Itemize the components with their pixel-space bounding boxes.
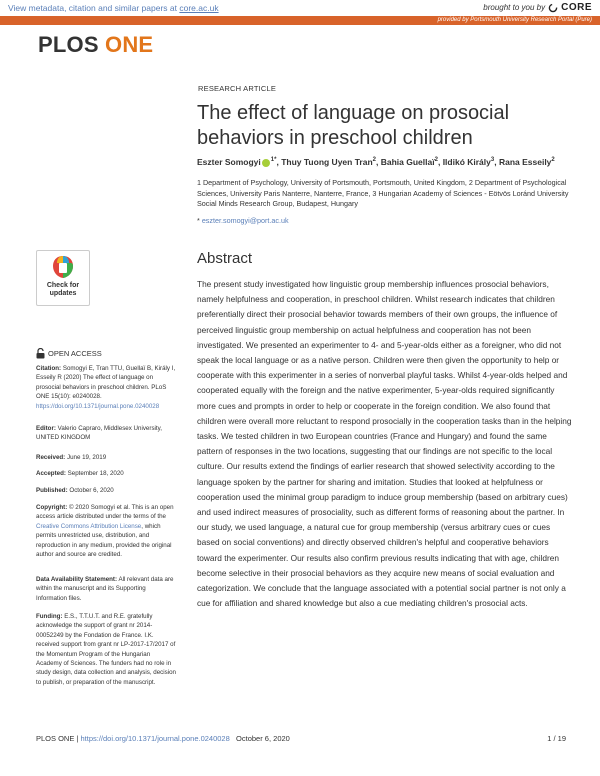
orcid-icon[interactable] (262, 159, 270, 167)
article-title: The effect of language on prosocial behaviors in preschool children (197, 102, 510, 149)
citation-doi-link[interactable]: https://doi.org/10.1371/journal.pone.0240028 (36, 402, 160, 410)
author-affil: 2 (551, 157, 555, 164)
received-label: Received: (36, 454, 66, 461)
open-access-badge (36, 348, 102, 359)
license-link[interactable]: Creative Commons Attribution License (36, 522, 142, 530)
core-metadata-link[interactable]: View metadata, citation and similar papers at core.ac.uk (8, 3, 219, 13)
core-brand-name: CORE (561, 2, 592, 13)
published-block (36, 486, 176, 495)
author-name[interactable]: Bahia Guellaï (380, 157, 435, 167)
editor-label: Editor: (36, 425, 56, 432)
affiliations: 1 Department of Psychology, University of Portsmouth, Portsmouth, United Kingdom, 2 Department of Psychological Sciences, University Paris Nanterre, Nanterre, France, 3 Hungarian Academy of Sciences - Eötvös Loránd University Social Minds Research Group, Budapest, Hungary (197, 178, 569, 208)
author-name[interactable]: Eszter Somogyi (197, 157, 261, 167)
core-logo-icon (548, 3, 558, 13)
received-date: June 19, 2019 (66, 454, 107, 461)
copyright-text-end: , which permits unrestricted use, distribution, and reproduction in any medium, provided the original author and source are credited. (36, 522, 172, 559)
core-brand (483, 2, 592, 13)
published-date: October 6, 2020 (69, 487, 114, 494)
editor-block (36, 424, 176, 443)
abstract-text: The present study investigated how linguistic group membership influences prosocial behaviors, namely helpfulness and cooperation, in preschool children. Whilst research indicates that children preferentially direct their prosocial behavior towards members of their own groups, the influence of perceived linguistic group membership on actual helpfulness and cooperation has not been investigated. We presented an experimenter to 4- and 5-year-olds either as a foreigner, who did not speak the local language or as a native person. Children were then given the opportunity to help or cooperate with this experimenter in a series of nonverbal playful tasks. Whilst 4-year-olds helped and cooperated equally with the foreign and the native experimenter, 5-year-olds required significantly more cues and prompts in order to help or cooperate in the foreign condition. We also found that children were overall more reluctant to respond prosocially in the cooperation tasks than in the helping tasks. We tested children in two European countries (France and Hungary) and found the same pattern of responses in the two locations, suggesting that our findings are not specific to the local culture. Our results extend the findings of earlier research that showed selectivity according to the language spoken by the partner for sharing and imitation. Studies that looked at helpfulness or cooperation used the minimal group paradigm to induce group membership (based on arbitrary cues) and used indirect measures of prosociality, such as different forms of reasoning about the partner. In our study, we used language, a natural cue for group membership (versus arbitrary cues or cues based on social conventions) and directly observed children's helpful and cooperative behaviors toward the experimenter. Our results also confirm previous results indicating that with age, children become selective in their prosocial behaviors as they acquire new means of social evaluation and categorization. We conclude that the language associated with a potential social partner is not only a cue for affiliation and shared knowledge but also a cue mediating children's prosocial acts. (197, 279, 572, 609)
article-type: RESEARCH ARTICLE (198, 84, 277, 93)
author-name[interactable]: Rana Esseily (498, 157, 552, 167)
check-for-updates-button[interactable] (36, 250, 90, 306)
author-affil: 1 (270, 157, 275, 164)
portal-text: provided by Portsmouth University Research Portal (Pure) (437, 17, 592, 23)
core-header (0, 0, 600, 16)
funding-block (36, 612, 176, 687)
author-affil: 2 (372, 157, 377, 164)
footer-doi-link[interactable]: https://doi.org/10.1371/journal.pone.0240028 (80, 734, 230, 743)
citation-block (36, 364, 176, 411)
author-affil: 3 (490, 157, 495, 164)
core-domain-link[interactable]: core.ac.uk (179, 3, 219, 13)
funding-text: E.S., T.T.U.T. and R.E. gratefully acknowledge the support of grant nr 2014-00052249 by the Fondation de France. I.K. received support from grant nr LP-2017-17/2017 of the Momentum Program of the Hungarian Academy of Sciences. The funders had no role in study design, data collection and analysis, decision to publish, or preparation of the manuscript. (36, 613, 176, 686)
copyright-label: Copyright: (36, 504, 68, 511)
abstract-heading: Abstract (197, 250, 253, 267)
brought-by-text: brought to you by (483, 3, 546, 12)
page-footer (36, 734, 566, 743)
footer-date: October 6, 2020 (236, 734, 290, 743)
funding-label: Funding: (36, 613, 63, 620)
citation-label: Citation: (36, 365, 62, 372)
check-updates-icon (51, 255, 75, 279)
accepted-date: September 18, 2020 (67, 470, 124, 477)
data-availability-label: Data Availability Statement: (36, 576, 118, 583)
received-block (36, 453, 176, 462)
footer-journal: PLOS ONE (36, 734, 75, 743)
email-link[interactable]: eszter.somogyi@port.ac.uk (201, 216, 289, 225)
journal-logo-plos: PLOS (38, 32, 99, 57)
portal-banner (0, 16, 600, 25)
corresponding-email (197, 216, 289, 225)
corresponding-star: * (274, 157, 277, 164)
editor-text: Valerio Capraro, Middlesex University, UNITED KINGDOM (36, 425, 162, 442)
open-lock-icon (36, 348, 45, 359)
email-star: * (197, 216, 200, 225)
author-list: Eszter Somogyi $^{1*}$, Thuy Tuong Uyen Tran$^2$, Bahia Guellaï$^2$, Ildikó Király$^3$, Rana Esseily$^2$ (197, 157, 555, 167)
check-updates-label: Check for updates (46, 282, 80, 297)
accepted-label: Accepted: (36, 470, 66, 477)
data-availability-block (36, 575, 176, 603)
published-label: Published: (36, 487, 68, 494)
author-affil: 2 (434, 157, 438, 164)
journal-logo[interactable] (38, 32, 153, 58)
author-name[interactable]: Ildikó Király (442, 157, 491, 167)
journal-logo-one: ONE (105, 32, 154, 57)
copyright-text: © 2020 Somogyi et al. This is an open access article distributed under the terms of the (36, 504, 174, 521)
citation-text: Somogyi E, Tran TTU, Guellaï B, Király I, Esseily R (2020) The effect of language on prosocial behaviors in preschool children. PLoS ONE 15(10): e0240028. (36, 365, 176, 401)
copyright-block (36, 503, 176, 559)
accepted-block (36, 469, 176, 478)
open-access-label: OPEN ACCESS (48, 349, 102, 358)
footer-separator: | (74, 734, 81, 743)
data-availability-text: All relevant data are within the manuscript and its Supporting Information files. (36, 576, 174, 602)
author-name[interactable]: Thuy Tuong Uyen Tran (281, 157, 373, 167)
page-number: 1 / 19 (547, 734, 566, 743)
